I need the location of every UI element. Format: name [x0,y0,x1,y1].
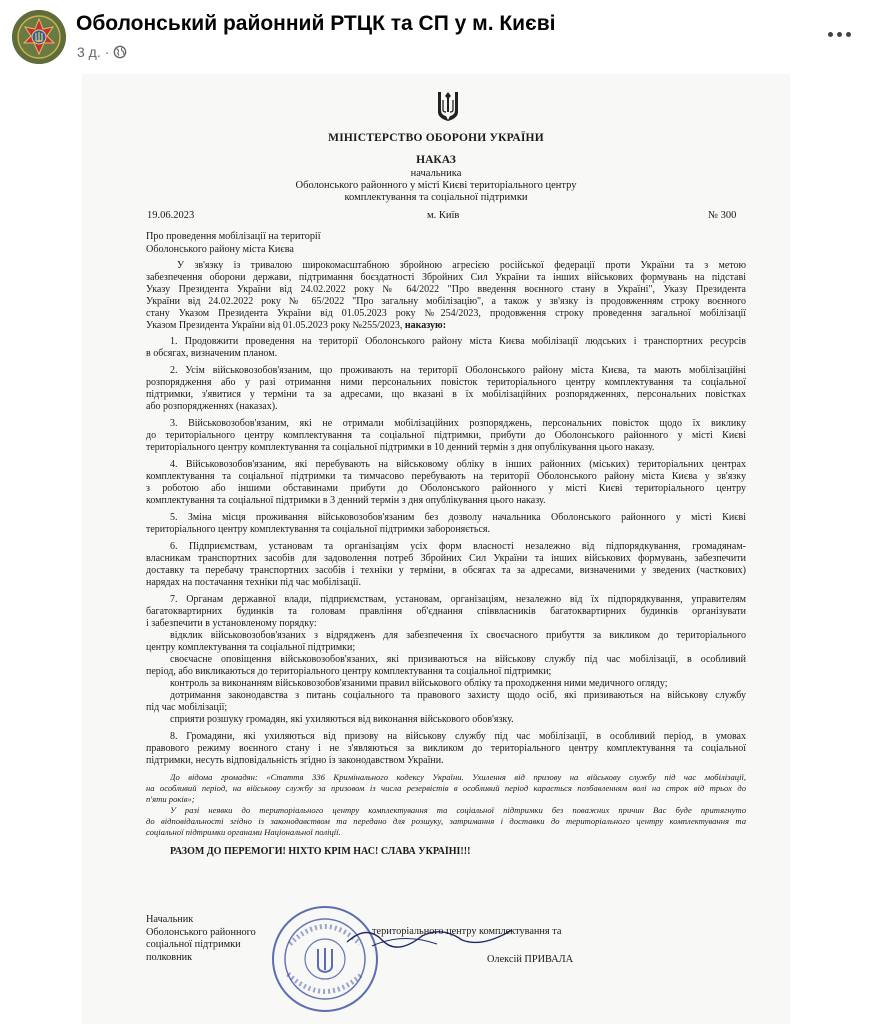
paragraph-7-line: центру комплектування та соціальної підтримки; [146,642,356,653]
preamble-line [146,320,746,332]
paragraph-2-line: розпорядження або у разі отримання ними персональних повісток територіального центру комплектування та соціальної [146,377,746,388]
globe-icon[interactable] [113,45,127,59]
legal-notice-line: соціальної підтримки органами Національної поліції. [146,827,341,837]
document-image[interactable] [82,74,790,1024]
order-number: № 300 [708,210,737,221]
paragraph-7-line: відклик військовозобов'язаних з відрядженъ для забезпечення їх своєчасного прибуття за викликом до територіального [170,630,746,641]
paragraph-2-line: 2. Усім військовозобов'язаним, що проживають на території Оболонського району міста Києва, та мають мобілізаційні [170,365,746,376]
paragraph-6-line: нарядах на постачання техніки під час мобілізації. [146,577,361,588]
legal-notice-line: на особливий період, на військову службу за призовом із числа резервістів в особливий період карається позбавленням волі на строк від трьох до [146,783,746,793]
legal-notice-line: До відома громадян: «Стаття 336 Кримінального кодексу України. Ухилення від призову на військову службу під час мобілізації, [170,772,746,782]
paragraph-2-line: підтримки, з'явитися у терміни та за адресами, що вказані в їх мобілізаційних розпорядженнях, персональних повістках [146,389,746,400]
trident-icon [437,90,459,122]
paragraph-7-line: сприяти розшуку громадян, які ухиляються від виконання військового обов'язку. [170,714,514,725]
paragraph-1-line: в обсягах, визначеним планом. [146,348,278,359]
post-time[interactable]: 3 д. [77,44,101,60]
order-date: 19.06.2023 [147,210,195,221]
official-stamp [270,904,380,1014]
more-options-icon[interactable] [821,22,857,46]
paragraph-7-line: під час мобілізації; [146,702,228,713]
paragraph-3-line: до територіального центру комплектування та соціальної підтримки, прибути до Оболонського районного у місті Києві [146,430,746,441]
signer-name: Олексій ПРИВАЛА [487,954,574,965]
paragraph-6-line: 6. Підприємствам, установам та організаціям усіх форм власності незалежно від підпорядкування, громадянам- [170,541,746,552]
paragraph-2-line: або розпорядженнях (наказах). [146,401,278,412]
legal-notice-line: до відповідальності згідно із законодавством та передано для розшуку, затримання і доставки до територіального центру комплектування та [146,816,746,826]
order-document [82,74,790,1024]
paragraph-4-line: комплектування та соціальної підтримки в 3 денний термін з дня опублікування цього наказу. [146,495,546,506]
paragraph-8-line: 8. Громадяни, які ухиляються від призову на військову службу під час мобілізації, в особливий період, в умовах [170,731,746,742]
preamble-line: України від 24.02.2022 року № 65/2022 "Про загальну мобілізацію", а також у зв'язку із продовженням строку воєнного [146,296,746,307]
preamble-line: стану Указом Президента України від 01.05.2023 року №254/2023, продовження строку проведення загальної мобілізації [146,308,746,319]
paragraph-4-line: з роботою або іншими обставинами прибути до Оболонського районного у місті Києві територіального центру [146,483,746,494]
paragraph-5-line: 5. Зміна місця проживання військовозобов'язаним без дозволу начальника Оболонського районного у місті Києві [170,512,746,523]
paragraph-6-line: власникам транспортних засобів для задоволення потреб Збройних Сил України та інших військових формувань, забезпечити [146,553,746,564]
paragraph-4-line: комплектування та соціальної підтримки та тимчасово перебувають на території Оболонського району міста Києва у зв'язку [146,471,746,482]
signature-line: полковник [146,951,193,963]
signature-line: соціальної підтримки [146,939,241,950]
issuer-line: комплектування та соціальної підтримки [344,192,528,203]
paragraph-7-line: період, або викликаються до територіального центру комплектування та соціальної підтримки; [146,666,552,677]
paragraph-3-line: 3. Військовозобов'язаним, які не отримали мобілізаційних розпоряджень, персональних повісток щодо їх виклику [170,418,746,429]
paragraph-1-line: 1. Продовжити проведення на території Оболонського району міста Києва мобілізації людських і транспортних ресурсів [170,336,746,347]
signature-block [146,914,256,964]
signature-position-rest: територіального центру комплектування та [372,926,562,937]
paragraph-7-line: своєчасне оповіщення військовозобов'язаних, які призиваються на військову службу під час мобілізації, в особливий [170,654,746,665]
subject-line: Оболонського району міста Києва [146,243,294,255]
preamble-line: У зв'язку із тривалою широкомасштабною збройною агресією російської федерації проти України та з метою [177,260,746,271]
page-avatar[interactable] [12,10,66,64]
signature-line: Оболонського районного [146,926,256,938]
paragraph-7-line: і забезпечити в установленому порядку: [146,618,317,629]
meta-separator: · [104,44,110,60]
paragraph-8-line: правового режиму воєнного стану і не з'являються за викликом до територіального центру комплектування та соціальної [146,743,746,754]
paragraph-7-line: контроль за виконанням військовозобов'язаними правил військового обліку та проходження ними медичного огляду; [170,678,668,689]
paragraph-7-line: 7. Органам державної влади, підприємствам, установам, організаціям, незалежно від їх підпорядкування, управителям [170,594,746,605]
military-emblem-icon [12,10,66,64]
paragraph-4-line: 4. Військовозобов'язаним, які перебувають на військовому обліку в інших районних (міських) територіальних центрах [170,459,746,470]
paragraph-5-line: територіального центру комплектування та соціальної підтримки забороняється. [146,524,491,535]
paragraph-7-line: дотримання законодавства з питань соціального та правового захисту щодо осіб, які призиваються на військову службу [170,690,746,701]
legal-notice-line: У разі неявки до територіального центру комплектування та соціальної підтримки без поважних причин Вас буде притягнуто [170,805,746,815]
paragraph-6-line: доставку та перебачу транспортних засобів і техніки у терміни, в обсягах та за адресами, визначеними у зведених (часткових) [146,565,746,576]
issuer-line: Оболонського районного у місті Києві територіального центру [295,180,577,191]
post-meta [77,44,127,60]
slogan: РАЗОМ ДО ПЕРЕМОГИ! НІХТО КРІМ НАС! СЛАВА УКРАЇНІ!!! [170,846,471,857]
preamble-text: Указом Президента України від 01.05.2023 року №255/2023, [146,320,403,331]
ministry-heading: МІНІСТЕРСТВО ОБОРОНИ УКРАЇНИ [328,132,544,144]
order-subject [146,231,446,256]
post-header [0,0,875,74]
preamble-line: забезпечення оборони держави, підтримання боєздатності Збройних Сил України та інших військових формувань на підставі [146,272,746,283]
legal-notice-line: п'яти років»; [146,794,195,804]
issuer-line: начальника [410,168,462,179]
page-name-link[interactable]: Оболонський районний РТЦК та СП у м. Києві [76,12,556,35]
paragraph-7-line: багатоквартирних будинків та головам правління об'єднання співвласників багатоквартирних будинків організувати [146,606,746,617]
order-title: НАКАЗ [416,154,456,166]
signature-line: Начальник [146,914,194,925]
preamble-line: Указу Президента України від 24.02.2022 року № 64/2022 "Про введення воєнного стану в Україні", Указу Президента [146,284,746,295]
subject-line: Про проведення мобілізації на території [146,231,321,242]
paragraph-3-line: територіального центру комплектування та соціальної підтримки в 10 денний термін з дня опублікування цього наказу. [146,442,655,453]
paragraph-8-line: підтримки, несуть відповідальність згідно із законодавством України. [146,755,444,766]
order-directive: наказую: [402,320,447,331]
order-city: м. Київ [427,210,460,221]
